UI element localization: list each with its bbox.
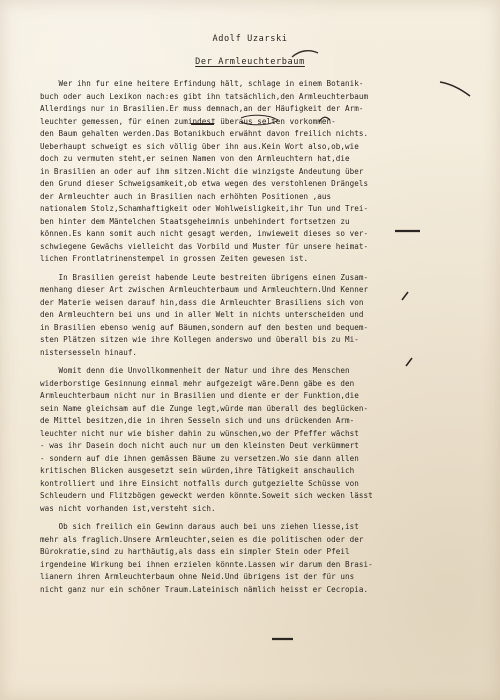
text-line: leuchter nicht nur wie bisher dahin zu wünschen,wo der Pfeffer wächst (40, 428, 359, 438)
text-line: doch zu vermuten steht,er seinen Namen von den Armleuchtern hat,die (40, 154, 350, 163)
document-body (40, 78, 494, 596)
document-title: Der Armleuchterbaum (195, 57, 305, 67)
document-header (0, 34, 500, 68)
text-line: Allerdings nur in Brasilien.Er muss demnach,an der Häufigkeit der Arm- (40, 104, 364, 113)
paragraph-3 (40, 365, 494, 515)
text-line: den Armleuchtern bei uns und in aller Welt in nichts unterscheiden und (40, 310, 364, 319)
text-line: können.Es kann somit auch nicht gesagt werden, inwieweit dieses so ver- (40, 229, 369, 238)
text-line: - was ihr Dasein doch nicht auch nur um den kleinsten Deut verkümmert (40, 441, 359, 450)
text-line: kontrolliert und ihre Einsicht notfalls durch gutgezielte Schüsse von (40, 478, 359, 488)
paragraph-1 (40, 78, 494, 266)
text-line: Ueberhaupt schweigt es sich völlig über ihn aus.Kein Wort also,ob,wie (40, 141, 359, 151)
text-line: in Brasilien ebenso wenig auf Bäumen,sondern auf den besten und bequem- (40, 322, 369, 332)
text-line: den Grund dieser Schweigsamkeit,ob etwa wegen des verstohlenen Drängels (40, 179, 369, 188)
text-line: was nicht vorhanden ist,versteht sich. (40, 503, 216, 513)
text-line: Bürokratie,sind zu harthäutig,als dass ein simpler Stein oder Pfeil (40, 547, 350, 556)
text-line: Armleuchterbaum nicht nur in Brasilien und diente er der Funktion,die (40, 391, 359, 400)
text-line: Ob sich freilich ein Gewinn daraus auch bei uns ziehen liesse,ist (40, 522, 359, 531)
text-line: menhang dieser Art zwischen Armleuchterbaum und Armleuchtern.Und Kenner (40, 285, 369, 294)
text-line: de Mittel besitzen,die in ihren Sesseln sich und uns drückenden Arm- (40, 416, 355, 425)
text-line: der Armleuchter auch in Brasilien nach erhöhten Positionen ,aus (40, 191, 332, 201)
text-line: Wer ihn fur eine heitere Erfindung hält, schlage in einem Botanik- (40, 79, 364, 88)
text-line: den Baum gehalten werden.Das Botanikbuch erwähnt davon freilich nichts. (40, 129, 369, 138)
author-name: Adolf Uzarski (212, 34, 288, 44)
text-line: sein Name gleichsam auf die Zunge legt,würde man überall des beglücken- (40, 403, 369, 413)
text-line: widerborstige Gesinnung einmal mehr aufgezeigt wäre.Denn gäbe es den (40, 378, 355, 388)
text-line: buch oder auch Lexikon nach:es gibt ihn tatsächlich,den Armleuchterbaum (40, 91, 369, 101)
text-line: Schleudern und Flitzbögen geweckt werden könnte.Soweit sich wecken lässt (40, 491, 373, 500)
text-line: in Brasilien an oder auf ihm sitzen.Nicht die winzigste Andeutung über (40, 166, 364, 176)
text-line: - sondern auf die ihnen gemässen Bäume zu versetzen.Wo sie dann allen (40, 453, 359, 463)
text-line: nationalem Stolz,Schamhaftigkeit oder Wohlweisligkeit,ihr Tun und Trei- (40, 204, 369, 213)
text-line: lichen Frontlatrinenstempel in grossen Zeiten gewesen ist. (40, 254, 309, 263)
text-line: leuchter gemessen, für einen zumindest überaus selten vorkommen- (40, 116, 336, 126)
text-line: In Brasilien gereist habende Leute bestreiten übrigens einen Zusam- (40, 272, 369, 282)
text-line: nicht ganz nur ein schöner Traum.Lateinisch nämlich heisst er Cecropia. (40, 584, 369, 594)
text-line: ben hinter dem Mäntelchen Staatsgeheimnis unbehindert fortsetzen zu (40, 216, 350, 226)
text-line: nistersesseln hinauf. (40, 347, 138, 357)
text-line: Womit denn die Unvollkommenheit der Natur und ihre des Menschen (40, 366, 350, 375)
text-line: mehr als fraglich.Unsere Armleuchter,seien es die politischen oder der (40, 534, 364, 544)
text-line: sten Plätzen sitzen wie ihre Kollegen anderswo und überall bis zu Mi- (40, 335, 359, 344)
text-line: irgendeine Wirkung bei ihnen erzielen könnte.Lassen wir darum den Brasi- (40, 559, 373, 569)
text-line: kritischen Blicken ausgesetzt sein würden,ihre Tätigkeit anschaulich (40, 466, 355, 475)
text-line: schwiegene Gewächs vielleicht das Vorbild und Muster für unsere heimat- (40, 241, 369, 251)
text-line: der Materie weisen darauf hin,dass die Armleuchter Brasiliens sich von (40, 297, 364, 307)
text-line: lianern ihren Armleuchterbaum ohne Neid.Und übrigens ist der für uns (40, 572, 355, 581)
paragraph-2 (40, 272, 494, 360)
paragraph-4 (40, 521, 494, 596)
